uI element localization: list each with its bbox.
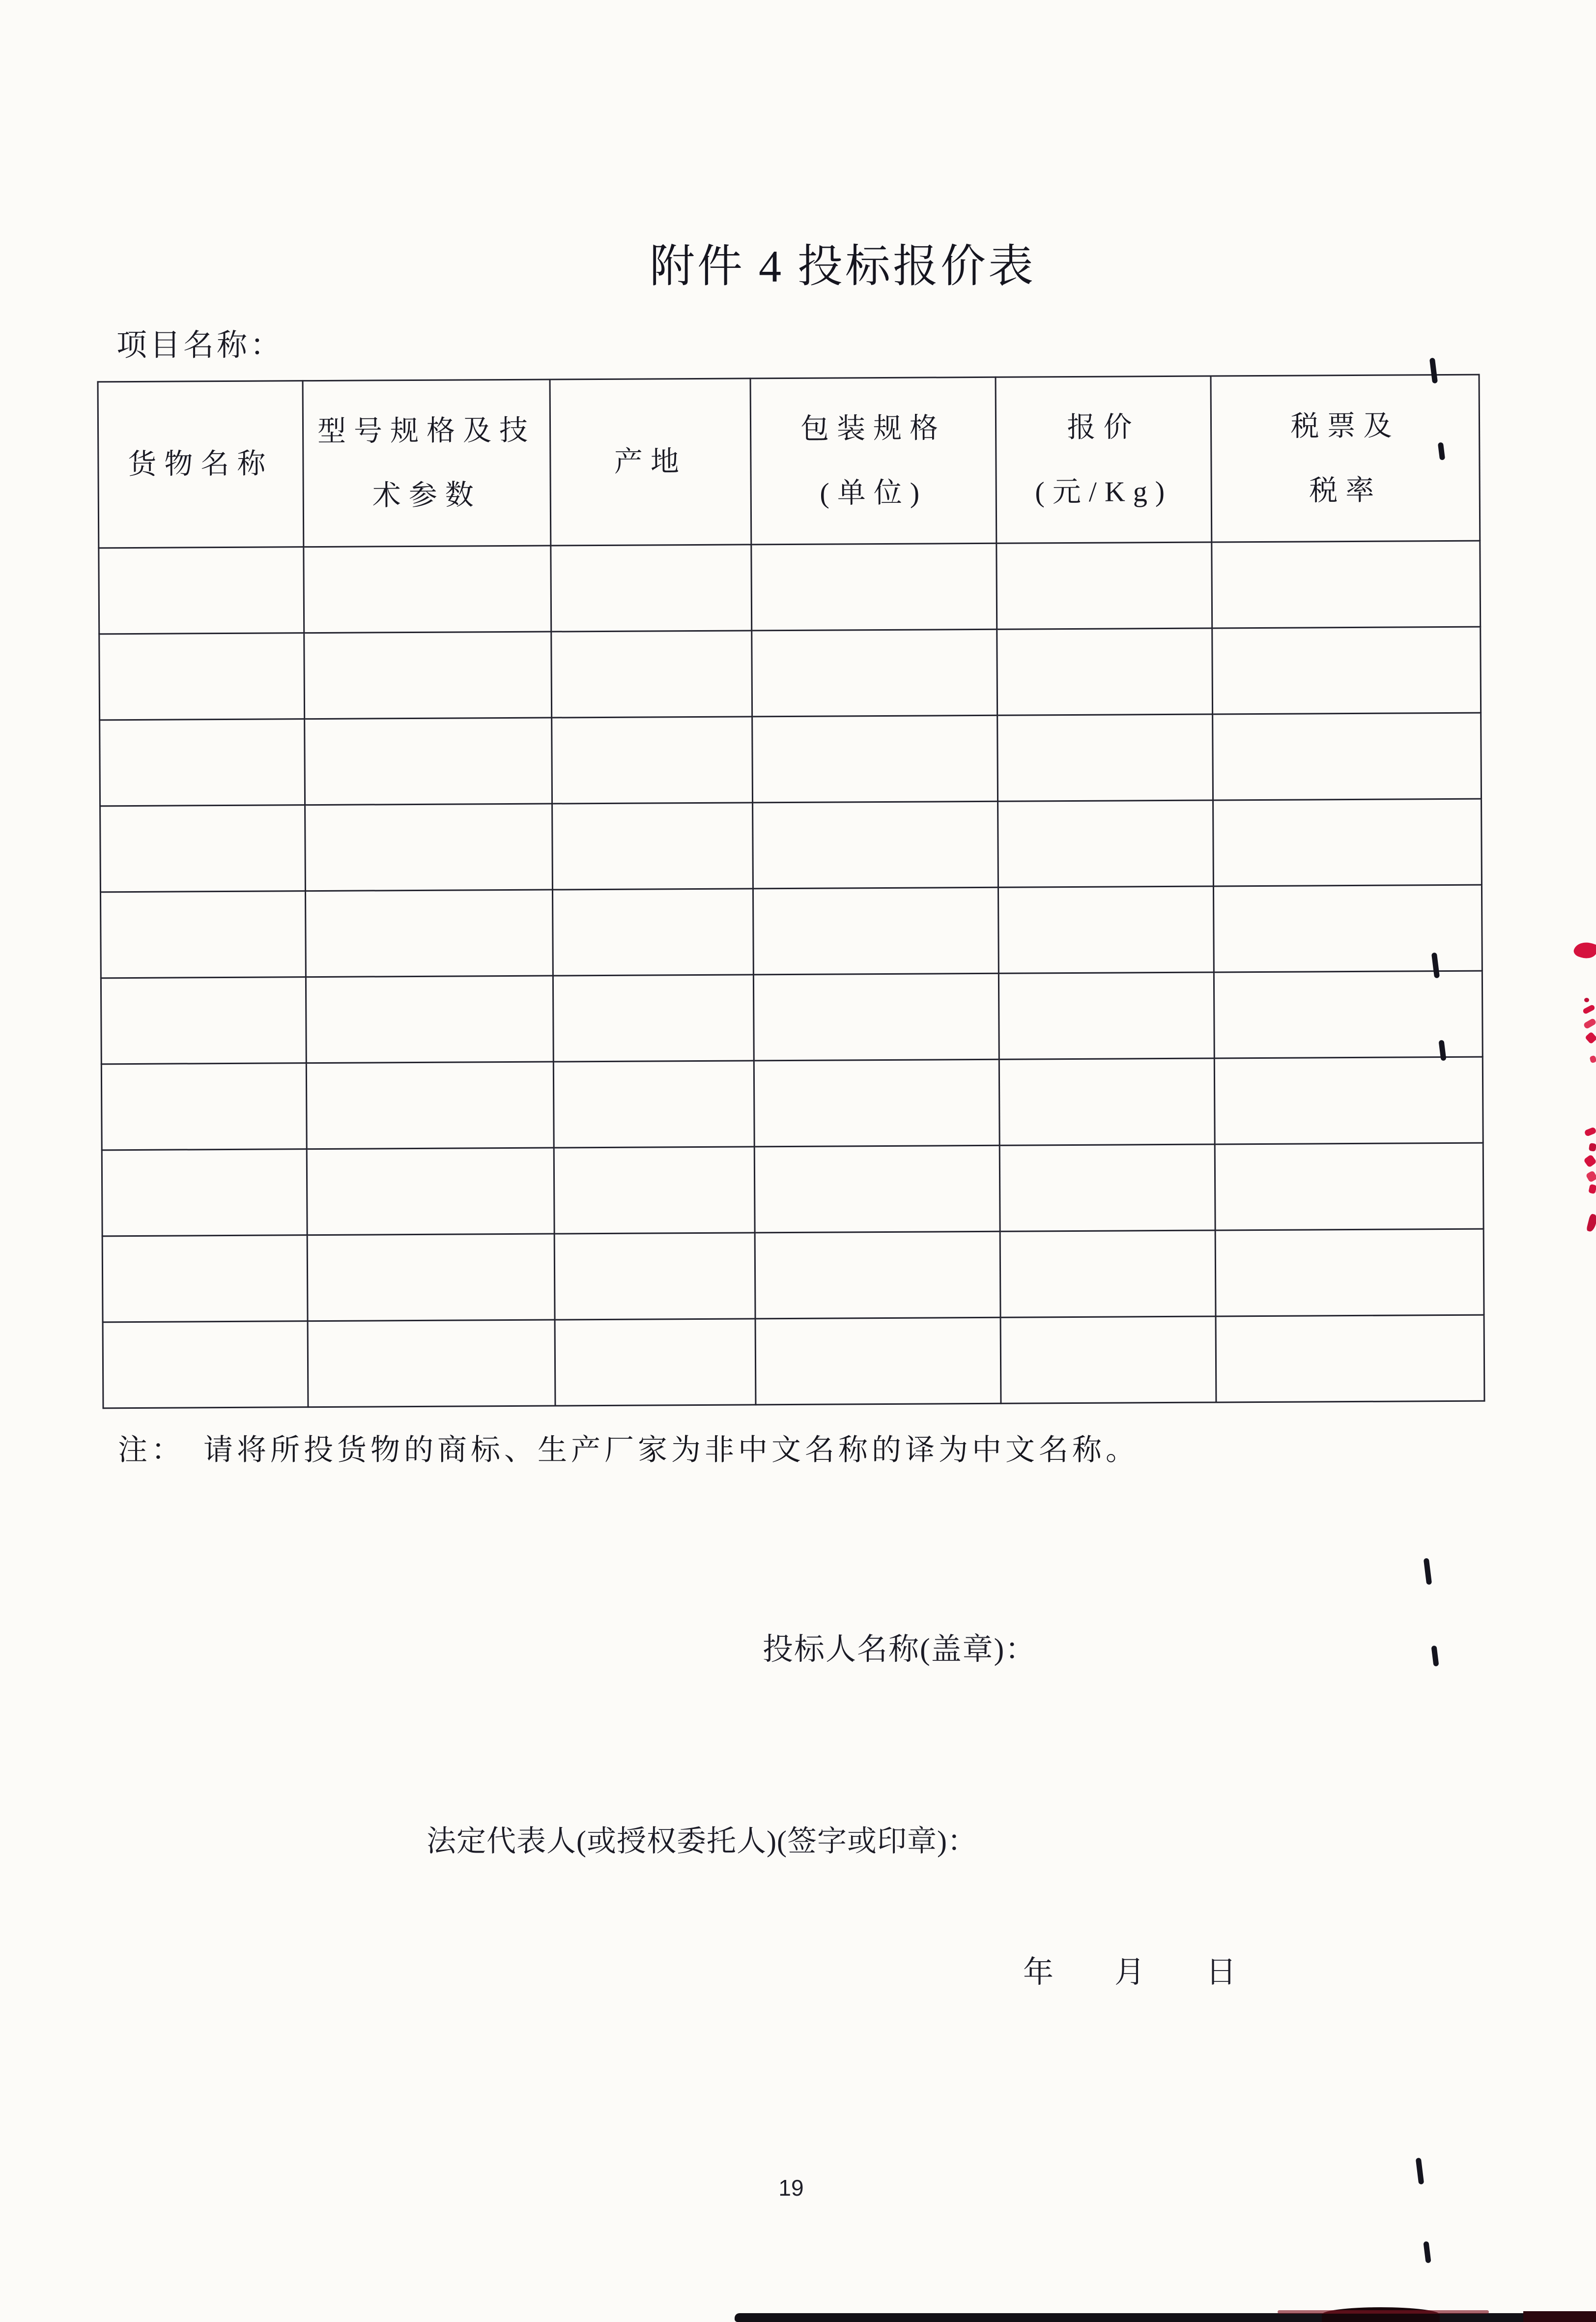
header-origin: 产地 bbox=[550, 378, 751, 546]
table-cell bbox=[998, 972, 1214, 1059]
table-row bbox=[102, 1229, 1484, 1322]
table-cell bbox=[755, 1317, 1001, 1405]
header-goods-name: 货物名称 bbox=[98, 381, 304, 548]
header-model-specs: 型号规格及技 术参数 bbox=[303, 379, 551, 547]
header-packaging: 包装规格 (单位) bbox=[750, 377, 997, 545]
table-cell bbox=[307, 1234, 555, 1321]
table-row bbox=[99, 541, 1481, 634]
table-cell bbox=[101, 1063, 307, 1150]
table-row bbox=[100, 799, 1482, 892]
table-cell bbox=[1213, 799, 1482, 886]
table-cell bbox=[755, 1231, 1000, 1319]
table-cell bbox=[751, 543, 997, 631]
table-cell bbox=[998, 886, 1214, 973]
header-tax: 税票及 税率 bbox=[1211, 375, 1480, 542]
table-cell bbox=[553, 1061, 754, 1148]
table-row bbox=[100, 885, 1482, 978]
table-row bbox=[103, 1315, 1484, 1408]
red-seal-fragment bbox=[1589, 1055, 1596, 1064]
table-cell bbox=[1213, 713, 1482, 800]
table-cell bbox=[308, 1320, 555, 1407]
table-cell bbox=[999, 1058, 1215, 1145]
table-cell bbox=[998, 800, 1214, 887]
page-number: 19 bbox=[778, 2175, 804, 2201]
table-cell bbox=[551, 545, 752, 632]
red-seal-fragment bbox=[1589, 1143, 1596, 1152]
ink-tick-mark bbox=[1423, 2241, 1431, 2263]
table-cell bbox=[307, 1148, 554, 1235]
table-cell bbox=[1000, 1316, 1216, 1403]
table-row bbox=[99, 627, 1481, 720]
table-cell bbox=[99, 547, 304, 634]
table-cell bbox=[998, 714, 1213, 801]
legal-representative-label: 法定代表人(或授权委托人)(签字或印章)： bbox=[427, 1825, 977, 1858]
red-seal-fragment bbox=[1583, 1018, 1596, 1030]
note-text: 注： 请将所投货物的商标、生产厂家为非中文名称的译为中文名称。 bbox=[118, 1434, 1139, 1466]
table-cell bbox=[305, 890, 553, 977]
table-cell bbox=[1213, 885, 1482, 972]
red-seal-fragment bbox=[1584, 998, 1589, 1002]
table-cell bbox=[306, 976, 553, 1063]
table-cell bbox=[753, 973, 999, 1061]
bottom-scan-edge bbox=[735, 2313, 1596, 2322]
red-seal-fragment bbox=[1586, 1214, 1596, 1233]
bidder-name-label: 投标人名称(盖章)： bbox=[763, 1633, 1037, 1666]
table-cell bbox=[304, 632, 552, 719]
red-seal-fragment bbox=[1585, 1031, 1596, 1044]
table-cell bbox=[102, 1235, 308, 1322]
table-cell bbox=[100, 891, 306, 978]
bid-price-table-container bbox=[97, 374, 1485, 1409]
table-cell bbox=[1212, 627, 1481, 714]
table-cell bbox=[752, 715, 998, 803]
table-cell bbox=[551, 631, 752, 718]
table-cell bbox=[753, 887, 998, 975]
red-seal-fragment bbox=[1572, 939, 1596, 962]
table-cell bbox=[1000, 1230, 1216, 1317]
red-seal-fragment bbox=[1585, 1170, 1596, 1183]
table-cell bbox=[100, 719, 305, 806]
red-seal-fragment bbox=[1582, 1004, 1596, 1015]
table-cell bbox=[103, 1321, 308, 1408]
price-table-body bbox=[99, 541, 1484, 1408]
table-row bbox=[102, 1143, 1483, 1236]
table-cell bbox=[304, 546, 551, 633]
table-cell bbox=[997, 628, 1213, 715]
table-cell bbox=[101, 977, 306, 1064]
table-cell bbox=[754, 1059, 999, 1147]
bottom-scan-edge-red-tinge bbox=[1278, 2310, 1489, 2314]
table-cell bbox=[1214, 1057, 1483, 1144]
table-row bbox=[100, 713, 1482, 806]
table-cell bbox=[100, 805, 306, 892]
table-cell bbox=[754, 1145, 1000, 1233]
table-cell bbox=[1215, 1229, 1484, 1316]
table-cell bbox=[753, 801, 998, 889]
table-cell bbox=[102, 1149, 307, 1236]
ink-tick-mark bbox=[1424, 1558, 1432, 1585]
table-cell bbox=[554, 1147, 755, 1234]
bottom-scan-edge-bump bbox=[1322, 2307, 1440, 2322]
table-cell bbox=[997, 542, 1212, 629]
table-row bbox=[101, 971, 1482, 1064]
table-cell bbox=[99, 633, 305, 720]
table-cell bbox=[305, 718, 552, 805]
table-cell bbox=[1216, 1315, 1484, 1402]
project-name-label: 项目名称： bbox=[116, 329, 284, 362]
table-cell bbox=[305, 804, 553, 891]
table-cell bbox=[553, 975, 754, 1062]
ink-tick-mark bbox=[1431, 1645, 1439, 1666]
table-cell bbox=[752, 629, 998, 717]
table-cell bbox=[554, 1233, 755, 1320]
date-line: 年 月 日 bbox=[1023, 1956, 1237, 1989]
bottom-scan-edge-right bbox=[1523, 2311, 1596, 2322]
header-price: 报价 (元/Kg) bbox=[996, 376, 1212, 543]
table-cell bbox=[552, 889, 753, 976]
red-seal-fragment bbox=[1584, 1127, 1596, 1137]
page-title: 附件 4 投标报价表 bbox=[650, 241, 1036, 291]
table-cell bbox=[1215, 1143, 1483, 1230]
table-cell bbox=[999, 1144, 1215, 1231]
table-cell bbox=[552, 803, 753, 890]
table-cell bbox=[552, 717, 753, 804]
red-seal-fragment bbox=[1583, 1154, 1596, 1168]
table-row bbox=[101, 1057, 1483, 1150]
red-seal-fragment bbox=[1588, 1184, 1596, 1194]
table-cell bbox=[1212, 541, 1481, 628]
bid-price-table bbox=[97, 374, 1485, 1409]
table-cell bbox=[555, 1319, 756, 1406]
table-header-row bbox=[98, 375, 1480, 548]
table-cell bbox=[306, 1062, 554, 1149]
